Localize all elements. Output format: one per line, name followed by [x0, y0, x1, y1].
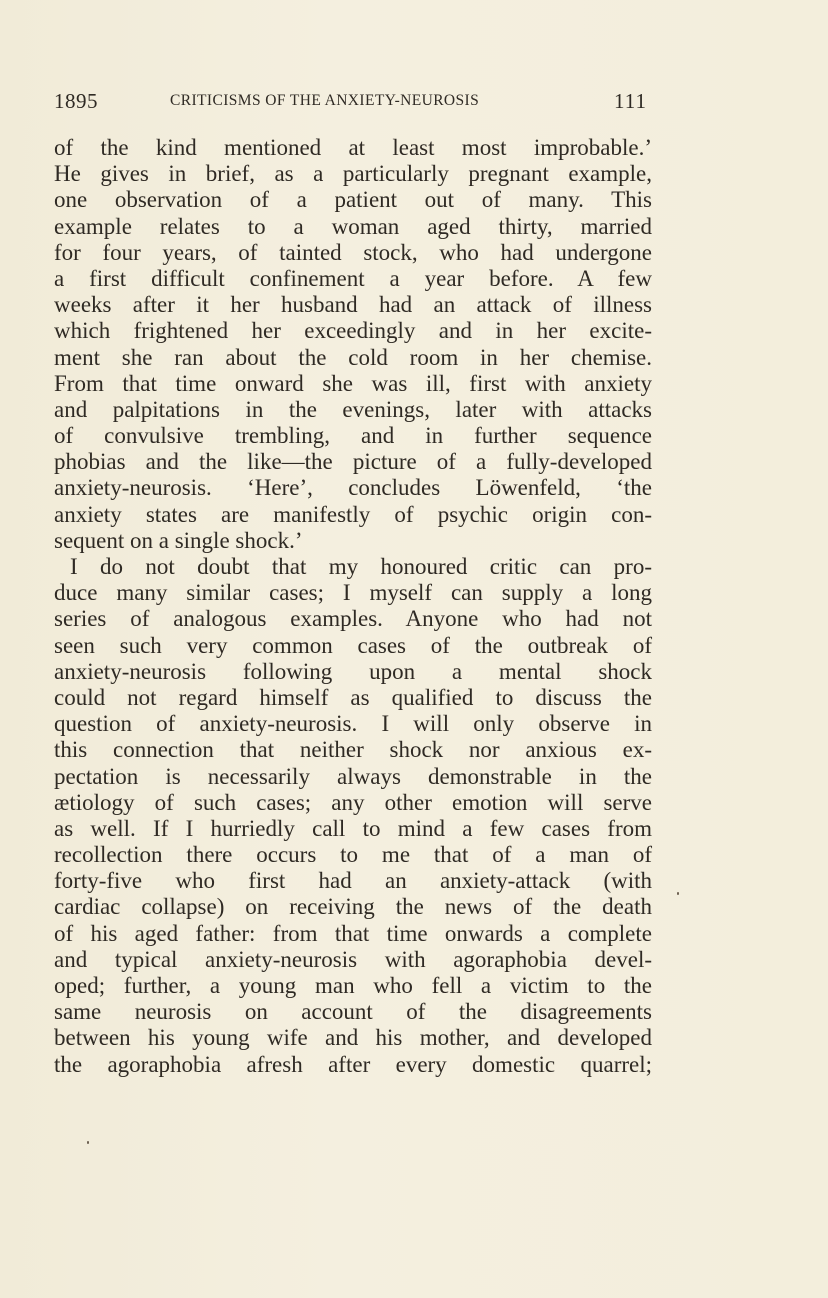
paragraph-end-line: sequent on a single shock.’ [54, 527, 303, 553]
text-line: between his young wife and his mother, and developed [54, 1025, 652, 1051]
text-line: duce many similar cases; I myself can supply a long [54, 580, 652, 606]
text-line: forty-five who first had an anxiety-attack (with [54, 868, 652, 894]
text-line: of the kind mentioned at least most improbable.’ [54, 135, 652, 160]
text-line: could not regard himself as qualified to discuss the [54, 684, 652, 710]
text-line: anxiety states are manifestly of psychic origin con- [54, 501, 652, 527]
text-line: the agoraphobia afresh after every domestic quarrel; [54, 1051, 652, 1077]
text-line: question of anxiety-neurosis. I will only observe in [54, 711, 652, 737]
text-line: seen such very common cases of the outbreak of [54, 632, 652, 658]
running-head-year: 1895 [54, 89, 98, 113]
text-line: weeks after it her husband had an attack of illness [54, 292, 652, 318]
text-line: cardiac collapse) on receiving the news of the death [54, 894, 652, 920]
paper-speck [87, 1141, 89, 1144]
text-line: for four years, of tainted stock, who had undergone [54, 239, 652, 265]
text-line: ætiology of such cases; any other emotion will serve [54, 789, 652, 815]
paragraph-start-line: I do not doubt that my honoured critic can pro- [70, 554, 652, 579]
running-head-title: CRITICISMS OF THE ANXIETY-NEUROSIS [170, 92, 480, 109]
text-line: From that time onward she was ill, first with anxiety [54, 370, 652, 396]
text-line: as well. If I hurriedly call to mind a few cases from [54, 815, 652, 841]
text-line: and palpitations in the evenings, later with attacks [54, 396, 652, 422]
body-text [54, 135, 652, 1078]
text-line: recollection there occurs to me that of a man of [54, 842, 652, 868]
text-line: of his aged father: from that time onwards a complete [54, 920, 652, 946]
text-line: a first difficult confinement a year before. A few [54, 265, 652, 291]
text-line: which frightened her exceedingly and in her excite- [54, 318, 652, 344]
text-line: same neurosis on account of the disagreements [54, 999, 652, 1025]
paper-speck [677, 892, 679, 895]
text-line: anxiety-neurosis following upon a mental shock [54, 658, 652, 684]
text-line: pectation is necessarily always demonstrable in the [54, 763, 652, 789]
text-line: anxiety-neurosis. ‘Here’, concludes Löwenfeld, ‘the [54, 475, 652, 501]
text-line: He gives in brief, as a particularly pregnant example, [54, 161, 652, 187]
text-line: example relates to a woman aged thirty, married [54, 213, 652, 239]
text-line: this connection that neither shock nor anxious ex- [54, 737, 652, 763]
text-line: and typical anxiety-neurosis with agoraphobia devel- [54, 946, 652, 972]
running-head [54, 86, 652, 116]
page-number: 111 [614, 89, 647, 113]
text-line: oped; further, a young man who fell a victim to the [54, 973, 652, 998]
text-line: one observation of a patient out of many. This [54, 187, 652, 213]
text-line: phobias and the like—the picture of a fully-developed [54, 449, 652, 475]
text-line: of convulsive trembling, and in further sequence [54, 423, 652, 449]
text-line: series of analogous examples. Anyone who had not [54, 606, 652, 632]
text-line: ment she ran about the cold room in her chemise. [54, 344, 652, 370]
